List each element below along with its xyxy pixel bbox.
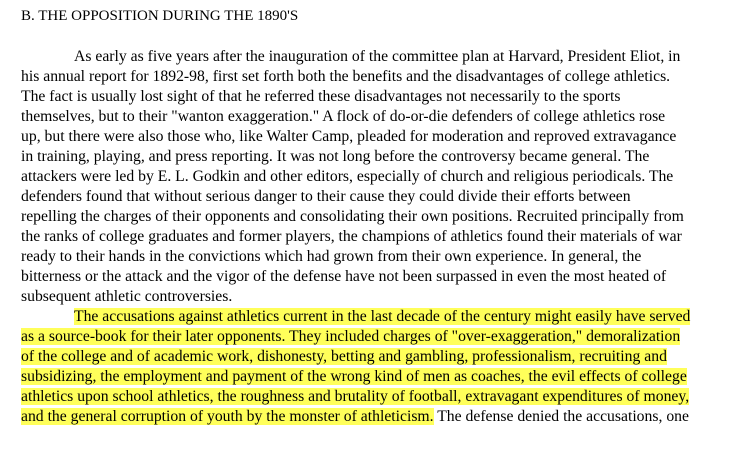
- highlighted-line: [21, 407, 689, 427]
- highlight-span: subsidizing, the employment and payment of the wrong kind of men as coaches, the evil effects of college: [21, 368, 687, 385]
- paragraph-line: his annual report for 1892-98, first set forth both the benefits and the disadvantages of college athletics.: [21, 68, 671, 85]
- highlighted-line: [21, 387, 689, 407]
- trailing-text: The defense denied the accusations, one: [433, 408, 689, 425]
- highlight-span: as a source-book for their later opponents. They included charges of "over-exaggeration," demoralization: [21, 328, 681, 345]
- paragraph-line: ready to their hands in the convictions which had grown from their own experience. In general, the: [21, 248, 642, 265]
- paragraph-line: subsequent athletic controversies.: [21, 288, 233, 305]
- highlighted-line: [21, 347, 667, 367]
- paragraph-line: The fact is usually lost sight of that he referred these disadvantages not necessarily to the sports: [21, 88, 621, 105]
- paragraph-line: repelling the charges of their opponents and consolidating their own positions. Recruited principally from: [21, 208, 684, 225]
- paragraph-line: in training, playing, and press reporting. It was not long before the controversy became general. The: [21, 148, 650, 165]
- highlighted-line: [74, 307, 690, 327]
- highlight-span: athletics upon school athletics, the roughness and brutality of football, extravagant expenditures of money,: [21, 388, 690, 405]
- paragraph-line: attackers were led by E. L. Godkin and other editors, especially of church and religious periodicals. The: [21, 168, 674, 185]
- highlight-span: and the general corruption of youth by the monster of athleticism.: [21, 408, 434, 425]
- highlight-span: The accusations against athletics current in the last decade of the century might easily have served: [74, 308, 691, 325]
- highlighted-line: [21, 327, 680, 347]
- paragraph-line: up, but there were also those who, like Walter Camp, pleaded for moderation and reproved extravagance: [21, 128, 677, 145]
- highlight-span: of the college and of academic work, dishonesty, betting and gambling, professionalism, recruiting and: [21, 348, 667, 365]
- section-heading: B. THE OPPOSITION DURING THE 1890'S: [21, 8, 299, 24]
- paragraph-line: the ranks of college graduates and former players, the champions of athletics found their materials of war: [21, 228, 682, 245]
- paragraph-line: As early as five years after the inauguration of the committee plan at Harvard, President Eliot, in: [74, 48, 681, 65]
- paragraph-line: defenders found that without serious danger to their cause they could divide their efforts between: [21, 188, 631, 205]
- highlighted-line: [21, 367, 687, 387]
- paragraph-line: themselves, but to their "wanton exaggeration." A flock of do-or-die defenders of college athletics rose: [21, 108, 666, 125]
- paragraph-line: bitterness or the attack and the vigor of the defense have not been surpassed in even the most heated of: [21, 268, 667, 285]
